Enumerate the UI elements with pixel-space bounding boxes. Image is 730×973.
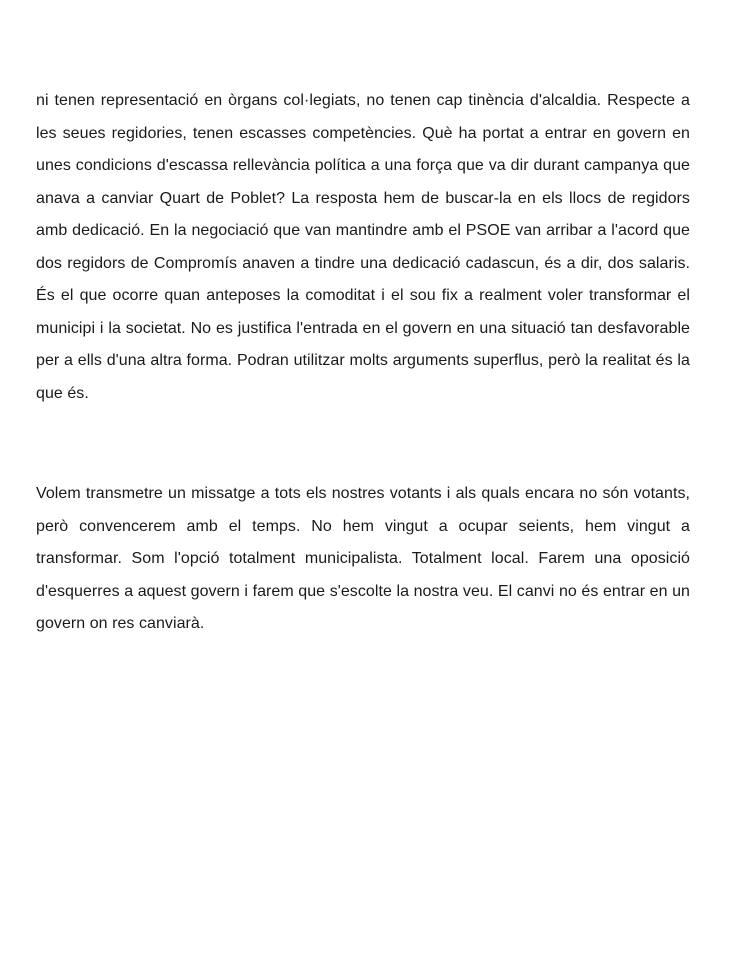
paragraph-2: Volem transmetre un missatge a tots els nostres votants i als quals encara no són votants, però convencerem amb el temps. No hem vingut a ocupar seients, hem vingut a transformar. Som l'opció totalment municipalista. Totalment local. Farem una oposició d'esquerres a aquest govern i farem que s'escolte la nostra veu. El canvi no és entrar en un govern on res canviarà. [36, 485, 690, 632]
paragraph-1: ni tenen representació en òrgans col·legiats, no tenen cap tinència d'alcaldia. Respecte a les seues regidories, tenen escasses competències. Què ha portat a entrar en govern en unes condicions d'escassa rellevància política a una força que va dir durant campanya que anava a canviar Quart de Poblet? La resposta hem de buscar-la en els llocs de regidors amb dedicació. En la negociació que van mantindre amb el PSOE van arribar a l'acord que dos regidors de Compromís anaven a tindre una dedicació cadascun, és a dir, dos salaris. És el que ocorre quan anteposes la comoditat i el sou fix a realment voler transformar el municipi i la societat. No es justifica l'entrada en el govern en una situació tan desfavorable per a ells d'una altra forma. Podran utilitzar molts arguments superflus, però la realitat és la que és. [36, 92, 690, 402]
